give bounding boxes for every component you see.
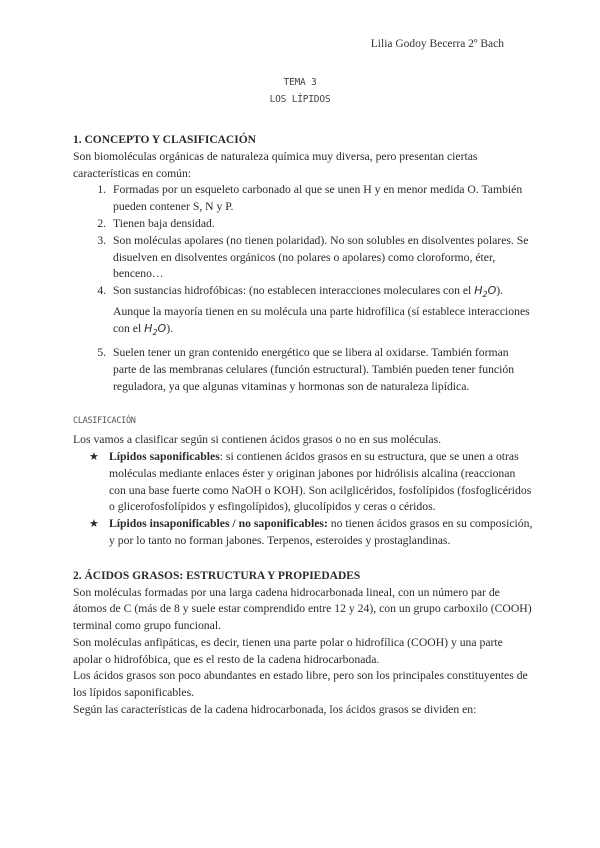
topic-title: TEMA 3 [283, 77, 317, 88]
list-item: 5. Suelen tener un gran contenido energético que se libera al oxidarse. También forman parte de las membranas celulares (función estructural). También pueden tener función reguladora, ya que algunas vitaminas y hormonas son de naturaleza lipídica. [109, 345, 533, 395]
list-item-insaponificables: ★ Lípidos insaponificables / no saponificables: no tienen ácidos grasos en su composición, y por lo tanto no forman jabones. Terpenos, esteroides y prostaglandinas. [89, 517, 533, 547]
document-content [73, 132, 533, 719]
section2-paragraph: Son moléculas anfipáticas, es decir, tienen una parte polar o hidrofílica (COOH) y una parte apolar o hidrofóbica, que es el resto de la cadena hidrocarbonada. [73, 635, 503, 666]
list-item: 2. Tienen baja densidad. [109, 216, 533, 233]
list-item-hydrophobic: 4. Son sustancias hidrofóbicas: (no establecen interacciones moleculares con el $H_2O$). Aunque la mayoría tienen en su molécula una parte hidrofílica (sí establece interacciones con el $H_2O$). [109, 283, 533, 342]
section2-paragraph: Según las características de la cadena hidrocarbonada, los ácidos grasos se dividen en: [73, 703, 477, 717]
star-bullet-icon: ★ [89, 518, 99, 531]
title-block [0, 74, 600, 108]
water-formula: $H_2O$ [474, 284, 497, 300]
section1-heading: 1. CONCEPTO Y CLASIFICACIÓN [73, 134, 256, 146]
water-formula: $H_2O$ [144, 321, 167, 338]
classification-intro: Los vamos a clasificar según si contienen ácidos grasos o no en sus moléculas. [73, 433, 442, 447]
star-bullet-icon: ★ [89, 450, 99, 463]
author-line: Lilia Godoy Becerra 2º Bach [370, 38, 504, 50]
section2-heading: 2. ÁCIDOS GRASOS: ESTRUCTURA Y PROPIEDADES [73, 569, 361, 582]
classification-label: CLASIFICACIÓN [73, 416, 136, 427]
section1-intro: Son biomoléculas orgánicas de naturaleza química muy diversa, pero presentan ciertas características en común: [73, 149, 478, 180]
list-item: 3. Son moléculas apolares (no tienen polaridad). No son solubles en disolventes polares. Se disuelven en disolventes orgánicos (no polares o apolares) como cloroformo, éter, benceno… [109, 233, 533, 283]
classification-list [73, 449, 533, 550]
list-item-saponificables: ★ Lípidos saponificables: si contienen ácidos grasos en su estructura, que se unen a otras moléculas mediante enlaces éster y originan jabones por hidrólisis alcalina (reaccionan con una base fuerte como NaOH o KOH). Son acilglicéridos, fosfolípidos (fosfoglicéridos o glicerofosfolípidos y esfingolípidos), glucolípidos y ceras o céridos. [89, 449, 532, 514]
section2-paragraph: Son moléculas formadas por una larga cadena hidrocarbonada lineal, con un número par de átomos de C (más de 8 y suele estar comprendido entre 12 y 24), con un grupo carboxilo (COOH) terminal como grupo funcional. [73, 585, 532, 633]
list-item: 1. Formadas por un esqueleto carbonado al que se unen H y en menor medida O. También pueden contener S, N y P. [109, 182, 533, 216]
section2-paragraph: Los ácidos grasos son poco abundantes en estado libre, pero son los principales constituyentes de los lípidos saponificables. [73, 669, 528, 700]
document-title: LOS LÍPIDOS [269, 94, 331, 105]
characteristics-list [73, 182, 533, 395]
